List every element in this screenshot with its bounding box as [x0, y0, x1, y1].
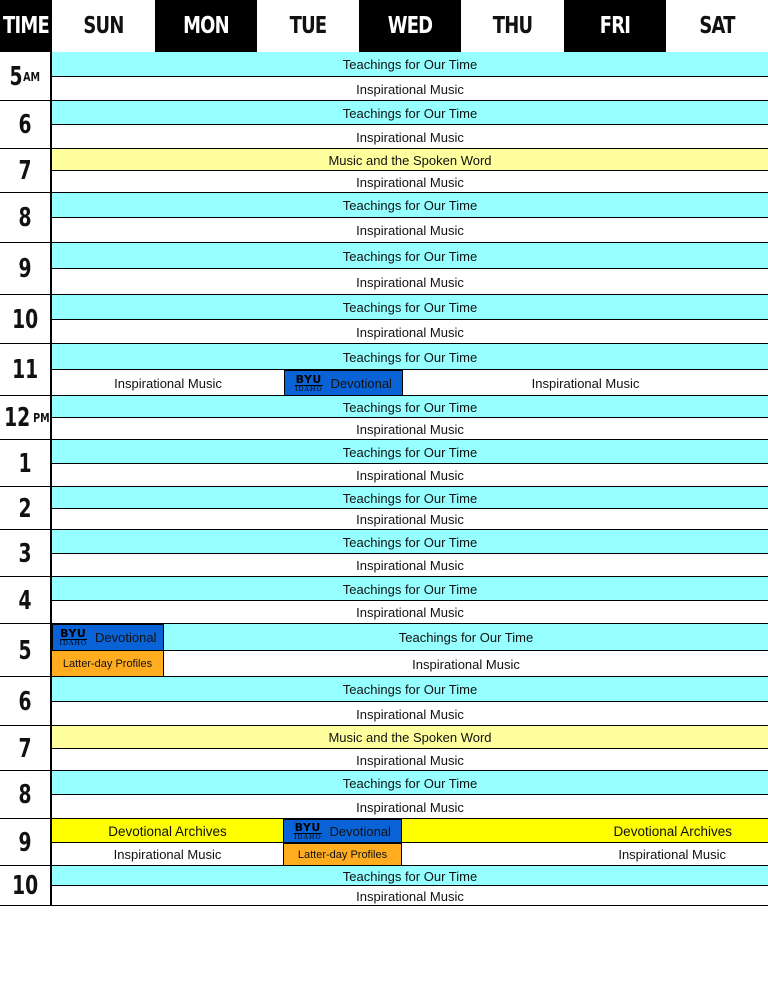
hour-label-2 — [0, 149, 50, 193]
row-divider — [52, 417, 768, 418]
byu-logo-bottom: IDAHO — [294, 832, 322, 841]
devotional-label: Devotional — [329, 823, 391, 839]
program-music-label: Inspirational Music — [356, 223, 464, 238]
program-teachings-label: Teachings for Our Time — [342, 198, 478, 213]
header-day-mon — [155, 0, 257, 52]
program-music[interactable] — [52, 125, 768, 149]
program-teachings[interactable] — [52, 487, 768, 509]
program-teachings-label: Teachings for Our Time — [342, 868, 478, 884]
hour-number: 6 — [18, 110, 32, 140]
program-music-label: Inspirational Music — [356, 274, 464, 290]
program-latter-day-profiles-label: Latter-day Profiles — [62, 658, 153, 670]
byu-logo-top: BYU — [295, 372, 322, 386]
program-teachings[interactable] — [52, 577, 768, 601]
hour-label-10 — [0, 530, 50, 577]
hour-label-0 — [0, 52, 50, 101]
program-teachings-label: Teachings for Our Time — [398, 630, 534, 645]
hour-number: 1 — [18, 448, 32, 479]
header-day-label: SAT — [699, 13, 735, 39]
hour-label-5 — [0, 295, 50, 344]
program-teachings[interactable] — [52, 344, 768, 370]
row-divider — [52, 319, 768, 320]
program-music-label: Inspirational Music — [113, 847, 222, 862]
program-music-label: Inspirational Music — [356, 799, 464, 815]
hour-number: 2 — [18, 493, 32, 524]
program-teachings[interactable] — [52, 677, 768, 702]
time-column-border — [50, 52, 52, 906]
row-divider — [52, 748, 768, 749]
program-latter-day-profiles[interactable] — [52, 651, 164, 677]
hour-number: 9 — [18, 827, 32, 858]
row-divider — [52, 124, 768, 125]
header-day-sun — [52, 0, 155, 52]
program-teachings[interactable] — [52, 530, 768, 554]
byu-idaho-logo — [60, 628, 87, 647]
devotional-label: Devotional — [95, 630, 157, 645]
hour-number: 3 — [18, 538, 32, 569]
hour-label-14 — [0, 726, 50, 771]
hour-label-17 — [0, 866, 50, 906]
row-divider — [52, 650, 768, 651]
program-music[interactable] — [52, 554, 768, 577]
hour-number: 5 — [18, 635, 32, 666]
program-devotional-archives-label: Devotional Archives — [108, 823, 227, 839]
header-day-sat — [666, 0, 768, 52]
program-teachings[interactable] — [52, 52, 768, 77]
row-divider — [52, 885, 768, 886]
program-devotional-archives[interactable] — [52, 819, 283, 843]
hour-number: 6 — [18, 686, 32, 717]
program-teachings[interactable] — [52, 295, 768, 320]
hour-suffix: AM — [23, 69, 41, 84]
program-teachings[interactable] — [164, 624, 768, 651]
row-divider — [52, 268, 768, 269]
program-teachings[interactable] — [52, 440, 768, 464]
hour-label-13 — [0, 677, 50, 726]
program-teachings[interactable] — [52, 771, 768, 795]
program-teachings-label: Teachings for Our Time — [342, 490, 478, 506]
devotional-label: Devotional — [330, 375, 392, 391]
hour-label-7 — [0, 396, 50, 440]
program-teachings[interactable] — [52, 396, 768, 418]
program-teachings-label: Teachings for Our Time — [342, 300, 478, 315]
program-music-label: Inspirational Music — [356, 129, 464, 145]
header-day-tue — [257, 0, 359, 52]
row-divider — [52, 600, 768, 601]
row-divider — [52, 553, 768, 554]
row-divider — [52, 508, 768, 509]
program-teachings[interactable] — [52, 101, 768, 125]
header-day-label: MON — [183, 13, 229, 39]
header-time-cell — [0, 0, 52, 52]
program-music[interactable] — [402, 843, 768, 866]
program-music[interactable] — [52, 509, 768, 530]
program-spoken-word[interactable] — [52, 149, 768, 171]
program-music[interactable] — [52, 795, 768, 819]
row-divider — [52, 842, 768, 843]
program-teachings-label: Teachings for Our Time — [342, 399, 478, 415]
program-music[interactable] — [52, 886, 768, 906]
program-teachings[interactable] — [52, 866, 768, 886]
program-latter-day-profiles[interactable] — [283, 843, 402, 866]
header-time-label: TIME — [3, 13, 49, 39]
hour-label-4 — [0, 243, 50, 295]
hour-number: 10 — [11, 871, 39, 901]
devotional-block[interactable] — [283, 819, 402, 843]
hour-divider — [0, 905, 768, 906]
program-music-label: Inspirational Music — [618, 847, 726, 862]
devotional-block[interactable] — [284, 370, 403, 396]
program-music-label: Inspirational Music — [356, 174, 464, 190]
program-music[interactable] — [403, 370, 768, 396]
hour-label-15 — [0, 771, 50, 819]
byu-logo-bottom: IDAHO — [59, 639, 88, 648]
hour-number: 11 — [11, 355, 39, 385]
byu-logo-top: BYU — [60, 627, 87, 641]
program-music-label: Inspirational Music — [356, 706, 464, 722]
hour-label-8 — [0, 440, 50, 487]
program-teachings-label: Teachings for Our Time — [342, 444, 478, 460]
header-day-label: TUE — [289, 13, 327, 39]
program-spoken-word[interactable] — [52, 726, 768, 749]
hour-number: 4 — [18, 585, 32, 616]
hour-label-16 — [0, 819, 50, 866]
program-teachings-label: Teachings for Our Time — [342, 682, 478, 697]
program-spoken-word-label: Music and the Spoken Word — [328, 152, 492, 168]
row-divider — [52, 76, 768, 77]
program-music-label: Inspirational Music — [356, 324, 464, 340]
header-day-wed — [359, 0, 461, 52]
hour-label-1 — [0, 101, 50, 149]
byu-idaho-logo — [294, 822, 321, 841]
program-teachings-label: Teachings for Our Time — [342, 105, 478, 121]
program-music[interactable] — [52, 843, 283, 866]
row-divider — [52, 369, 768, 370]
byu-logo-bottom: IDAHO — [295, 384, 323, 393]
program-latter-day-profiles-label: Latter-day Profiles — [297, 848, 388, 861]
program-music-label: Inspirational Music — [356, 888, 464, 904]
program-teachings[interactable] — [52, 243, 768, 269]
program-teachings-label: Teachings for Our Time — [342, 248, 478, 264]
hour-label-12 — [0, 624, 50, 677]
program-music-label: Inspirational Music — [356, 468, 464, 483]
program-teachings-label: Teachings for Our Time — [342, 349, 478, 365]
header-day-label: FRI — [599, 13, 631, 39]
program-music-label: Inspirational Music — [412, 656, 520, 672]
row-divider — [52, 217, 768, 218]
program-music-label: Inspirational Music — [356, 81, 464, 97]
program-music-label: Inspirational Music — [114, 375, 222, 391]
program-music[interactable] — [52, 269, 768, 295]
program-music[interactable] — [52, 370, 284, 396]
program-music[interactable] — [52, 702, 768, 726]
hour-number: 7 — [18, 733, 32, 764]
byu-idaho-logo — [295, 374, 322, 393]
program-music-label: Inspirational Music — [531, 375, 640, 391]
hour-label-6 — [0, 344, 50, 396]
header-day-label: WED — [387, 13, 433, 39]
hour-suffix: PM — [32, 411, 50, 425]
program-music-label: Inspirational Music — [356, 421, 464, 437]
program-music[interactable] — [164, 651, 768, 677]
program-teachings-label: Teachings for Our Time — [342, 581, 478, 597]
program-music-label: Inspirational Music — [356, 558, 464, 573]
hour-number: 7 — [18, 156, 32, 186]
program-music-label: Inspirational Music — [356, 512, 464, 527]
program-music[interactable] — [52, 218, 768, 243]
program-spoken-word-label: Music and the Spoken Word — [328, 730, 492, 745]
row-divider — [52, 463, 768, 464]
program-teachings-label: Teachings for Our Time — [342, 57, 478, 72]
hour-number: 5 — [9, 61, 23, 92]
program-music[interactable] — [52, 171, 768, 193]
devotional-block[interactable] — [52, 624, 164, 651]
hour-number: 9 — [18, 254, 32, 284]
header-day-label: THU — [492, 13, 533, 39]
hour-number: 8 — [18, 780, 32, 810]
hour-label-9 — [0, 487, 50, 530]
program-music[interactable] — [52, 77, 768, 101]
program-music[interactable] — [52, 418, 768, 440]
hour-number: 12 — [3, 403, 30, 433]
hour-label-3 — [0, 193, 50, 243]
program-music[interactable] — [52, 464, 768, 487]
program-teachings[interactable] — [52, 193, 768, 218]
header-day-fri — [564, 0, 666, 52]
header-day-thu — [461, 0, 564, 52]
hour-label-11 — [0, 577, 50, 624]
row-divider — [52, 170, 768, 171]
program-music[interactable] — [52, 601, 768, 624]
program-music[interactable] — [52, 749, 768, 771]
program-devotional-archives[interactable] — [402, 819, 768, 843]
row-divider — [52, 701, 768, 702]
program-music[interactable] — [52, 320, 768, 344]
program-music-label: Inspirational Music — [356, 752, 464, 768]
header-day-label: SUN — [83, 13, 124, 39]
program-teachings-label: Teachings for Our Time — [342, 775, 478, 791]
row-divider — [52, 794, 768, 795]
program-teachings-label: Teachings for Our Time — [342, 534, 478, 550]
byu-logo-top: BYU — [294, 820, 321, 834]
hour-number: 8 — [18, 203, 32, 233]
hour-number: 10 — [11, 304, 39, 335]
program-music-label: Inspirational Music — [356, 605, 464, 620]
program-devotional-archives-label: Devotional Archives — [613, 823, 732, 839]
